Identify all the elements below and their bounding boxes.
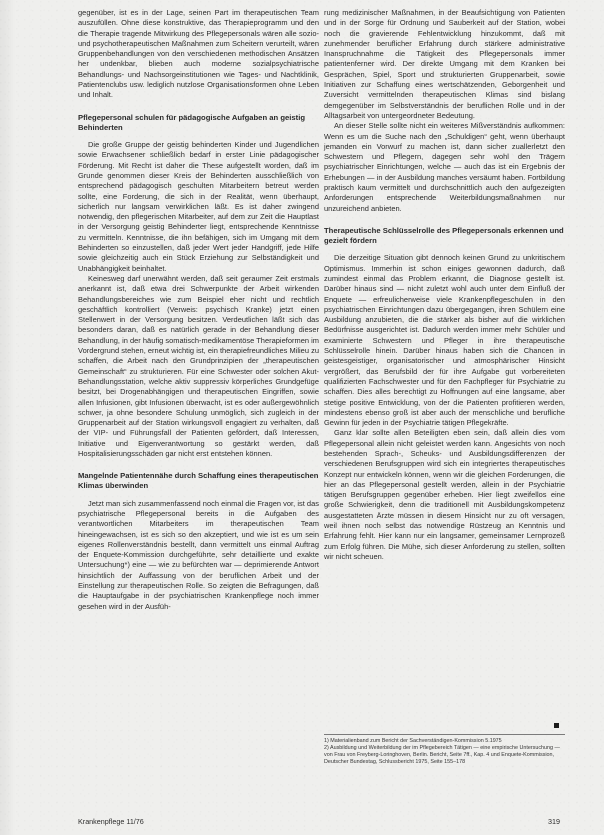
section-paragraph-1: Die große Gruppe der geistig behinderten Kinder und Jugendlichen sowie Erwachsener schließlich bedarf in erster Linie pädagogischer Förderung. Mit Recht ist daher die These aufgestellt worden, daß im Grunde genommen dieser Kreis der Behinderten ausschließlich von entsprechend pädagogisch geschulten Mitarbeitern betreut werden sollte, eine Forderung, die sich in der Realität, wenn überhaupt, sicherlich nur langsam verwirklichen läßt. Es ist daher zwingend notwendig, den pflegerischen Mitarbeiter, auf dem zur Zeit die Hauptlast in der Versorgung geistig Behinderter liegt, entsprechende Kenntnisse zu vermitteln. Kenntnisse, die ihn befähigen, sich im Umgang mit dem Behinderten so einzustellen, daß jeder Wert jeder Handgriff, jede Hilfe sowie gleichzeitig auch ein Stück Erziehung zur Selbständigkeit und Unabhängigkeit beinhaltet. xyxy=(78,140,319,273)
footnotes xyxy=(324,734,565,766)
section-paragraph-3: Jetzt man sich zusammenfassend noch einmal die Fragen vor, ist das psychiatrische Pflegepersonal bereits in die Aufgaben des verantwortlichen Mitarbeiters im therapeutischen Team hineingewachsen, ist es sich so den akzeptiert, und wie ist es um sein eigenes Rollenverständnis bestellt, dann vermittelt uns einmal Auftrag der Enquete-Kommission durchgeführte, sehr detaillierte und exakte Untersuchung*) eine — wie zu befürchten war — deprimierende Antwort hinsichtlich der Auffassung von der beruflichen Arbeit und der Einstellung zur therapeutischen Rolle. So zeigten die Befragungen, daß die Hauptaufgabe in der psychiatrischen Krankenpflege noch immer gesehen wird in der Ausfüh- xyxy=(78,498,319,611)
continued-paragraph: rung medizinischer Maßnahmen, in der Beaufsichtigung von Patienten und in der Sorge für Ordnung und Sauberkeit auf der Station, wobei noch die gravierende Fehlentwicklung hinzukommt, daß mit zunehmender beruflicher Erfahrung durch stärkere administrative Inanspruchnahme die Tätigkeit des Pflegepersonals immer patientenferner wird. Der direkte Umgang mit dem Kranken bei Gesprächen, Spiel, Sport und strukturierten Gruppenarbeit, sowie Initiativen zur Schaffung eines wertschätzenden, Geborgenheit und Zuversicht vermittelnden therapeutischen Klimas sind bislang demgegenüber im Selbstverständnis der beruflichen Rolle und in der Alltagsarbeit von untergeordneter Bedeutung. xyxy=(324,8,565,120)
right-column xyxy=(324,8,565,562)
section-heading-patient-proximity: Mangelnde Patientennähe durch Schaffung eines therapeutischen Klimas überwinden xyxy=(78,471,319,491)
section-heading-key-role: Therapeutische Schlüsselrolle des Pflegepersonals erkennen und gezielt fördern xyxy=(324,225,564,246)
right-paragraph-2: An dieser Stelle sollte nicht ein weiteres Mißverständnis aufkommen: Wenn es um die Suche nach den „Schuldigen“ geht, wenn überhaupt jemanden ein Vorwurf zu machen ist, dann sicher zuallerletzt den Schwestern und Pflegern, dagegen sehr wohl den Trägern psychiatrischer Einrichtungen, welche — auch das ist ein Ergebnis der Erhebungen — in der Ausbildung manches versäumt haben. Fortbildung praktisch kaum vermittelt und durchschnittlich auch den aufgezeigten Anforderungen entsprechende Weiterbildungsmaßnahmen nur unzureichend anbieten. xyxy=(324,121,565,213)
footnote-2: 2) Ausbildung und Weiterbildung der im Pflegebereich Tätigen — eine empirische Untersuchung — von Frau von Freyberg-Loringhoven, Berlin. Bericht, Seite 7ff., Kap. 4 und Enquete-Kommission, Deutscher Bundestag, Schlussbericht 1975, Seite 155–178 xyxy=(324,745,560,766)
left-column xyxy=(78,8,319,612)
article-end-marker xyxy=(554,723,559,728)
section-heading-pedagogical: Pflegepersonal schulen für pädagogische Aufgaben an geistig Behinderten xyxy=(78,112,306,132)
page-number: 319 xyxy=(548,817,560,826)
intro-paragraph: gegenüber, ist es in der Lage, seinen Part im therapeutischen Team auszufüllen. Ohne diese konstruktive, das Therapieprogramm und den die Therapie tragende Mitwirkung des Pflegepersonals wären alle sozio- und psychotherapeutischen Maßnahmen zum Scheitern verurteilt, wären Gruppenbehandlungen von den verschiedenen methodischen Ansätzen her undenkbar, blieben auch moderne sozialpsychiatrische Behandlungs- und Nachsorgeinstitutionen wie Tages- und Nachtklinik, Patientenclubs usw. lediglich nutzlose Organisationsformen ohne Leben und Inhalt. xyxy=(78,8,319,100)
journal-footer: Krankenpflege 11/76 xyxy=(78,817,144,826)
right-paragraph-3: Die derzeitige Situation gibt dennoch keinen Grund zu unkritischem Optimismus. Immerhin ist schon einiges gewonnen dadurch, daß zumindest einmal das Problem erkannt, die Diagnose gestellt ist. Darüber hinaus sind — nicht zuletzt wohl auch unter dem Einfluß der Enquete — erfreulicherweise viele Krankenpflegeschulen in den psychiatrischen Einrichtungen dazu übergegangen, ihren Schülern eine Ausbildung anzubieten, die die stärker als bisher auf die wirklichen Bedürfnisse ausgerichtet ist. Dadurch werden immer mehr Schüler und examinierte Schwestern und Pfleger in ihre therapeutische Schlüsselrolle hinein. Darüber hinaus haben sich die Chancen in geistesgeistiger, organisatorischer und atmosphärischer Hinsicht vergrößert, das Berufsbild der für ihre Aufgabe gut vorbereiteten qualifizierten Fachschwester und für den Fachpfleger für Psychiatrie zu schaffen. Dies alles berechtigt zu Hoffnungen auf eine langsame, aber stetige positive Entwicklung, von der die Patienten profitieren werden, mindestens ebenso groß ist aber auch der menschliche und berufliche Gewinn für jeden in der Psychiatrie tätigen Pflegekräfte. xyxy=(324,253,565,428)
section-paragraph-2: Keinesweg darf unerwähnt werden, daß seit geraumer Zeit erstmals anerkannt ist, daß etwa drei Schwerpunkte der Arbeit wirkenden Behandlungsbereiches wie zum Beispiel eher nicht und rechtlich geschäftlich kontrolliert (Verweis: psychisch Kranke) jetzt einen Stellenwert in der Versorgung besitzen. Verdeutlichen läßt sich das besonders daran, daß es natürlich gerade in der Behandlung dieser Behandlung, in der häufig somatisch-medikamentöse Therapieformen im Vordergrund stehen, erneut wichtig ist, ein therapiefreundliches Milieu zu schaffen, die Arbeit nach den Grundprinzipien der „therapeutischen Gemeinschaft“ zu strukturieren. Für eine Schwester oder solchen Akut-Behandlungsstation, welche aktiv suppressiv körperliches Grundgefüge besitzt, bei Drogenabhängigen und therapeutischen Eingriffen, sowie allen Infusionen, gibt Infusionen überwacht, ist es oder außergewöhnlich schwer, ja ohne besondere Schulung unmöglich, sich zugleich in der Gruppenarbeit auf der Station wirkungsvoll engagiert zu verhalten, daß der VIP- und Führungsfall der Patienten gefördert, daß Interessen, Initiative und Eigenverantwortung so gestärkt werden, daß Hospitalisierungsschäden gar nicht erst entstehen können. xyxy=(78,273,319,458)
right-paragraph-4: Ganz klar sollte allen Beteiligten eben sein, daß allein dies vom Pflegepersonal allein nicht geleistet werden kann. Angesichts von noch bestehenden Sprach-, Scheuks- und Ausbildungsdifferenzen der verschiedenen Berufsgruppen wird sich ein integriertes therapeutisches Konzept nur entwickeln können, wenn wir die gleichen Forderungen, die hier an das Pflegepersonal gestellt werden, allein in der Psychiatrie tätigen Berufsgruppen gegenüber erheben. Hier liegt zweifellos eine große Schwierigkeit, denn die traditionell mit Ausbildungskompetenz ausgestatteten Ärzte müssen in diesem Hinsicht nur zu oft versagen, weil ihnen noch selbst das notwendige Rüstzeug an Kenntnis und Erfahrung fehlt. Hier kann nur ein langsamer, gemeinsamer Lernprozeß zum Erfolg führen. Die Mühe, sich dieser Anforderung zu stellen, sollten wir nicht scheuen. xyxy=(324,428,565,561)
footnote-1: 1) Materialienband zum Bericht der Sachverständigen-Kommission 5.1975 xyxy=(324,738,502,744)
